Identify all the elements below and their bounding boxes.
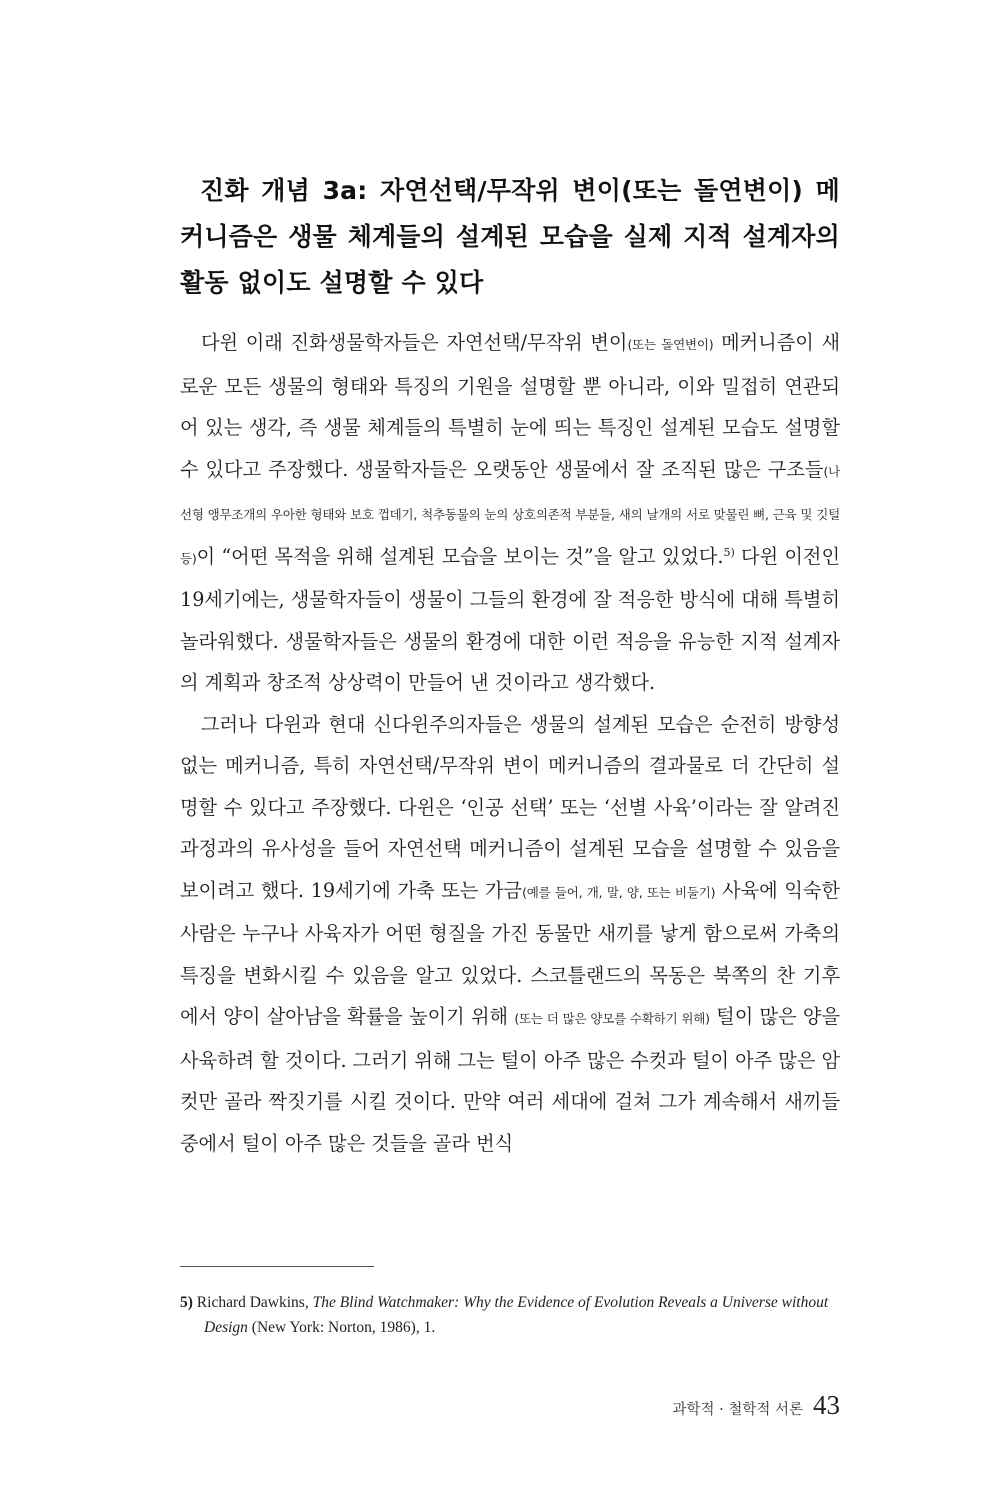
paragraph-1-aside-2: (나선형 앵무조개의 우아한 형태와 보호 껍데기, 척추동물의 눈의 상호의존적 부분들, 새의 날개의 서로 맞물린 뼈, 근육 및 깃털 등)	[180, 463, 840, 566]
body-text	[180, 322, 840, 1164]
footnote-divider	[180, 1266, 374, 1267]
running-title: 과학적 · 철학적 서론	[672, 1402, 803, 1418]
paragraph-2-text-3: 털이 많은 양을 사육하려 할 것이다. 그러기 위해 그는 털이 아주 많은 수컷과 털이 아주 많은 암컷만 골라 짝짓기를 시킬 것이다. 만약 여러 세대에 걸쳐 그가 계속해서 새끼들 중에서 털이 아주 많은 것들을 골라 번식	[180, 1005, 840, 1155]
page-number: 43	[813, 1390, 840, 1420]
footnote-author: Richard Dawkins,	[196, 1294, 313, 1311]
paragraph-2-text-2: 사육에 익숙한 사람은 누구나 사육자가 어떤 형질을 가진 동물만 새끼를 낳게 함으로써 가축의 특징을 변화시킬 수 있음을 알고 있었다. 스코틀랜드의 목동은 북쪽의 찬 기후에서 양이 살아남을 확률을 높이기 위해	[180, 878, 840, 1028]
paragraph-2-aside-2: (또는 더 많은 양모를 수확하기 위해)	[514, 1011, 710, 1026]
paragraph-2-aside-1: (예를 들어, 개, 말, 양, 또는 비둘기)	[522, 884, 716, 900]
paragraph-1-text-1: 다윈 이래 진화생물학자들은 자연선택/무작위 변이	[201, 331, 628, 354]
paragraph-1-text-4: 다윈 이전인 19세기에는, 생물학자들이 생물이 그들의 환경에 잘 적응한 방식에 대해 특별히 놀라워했다. 생물학자들은 생물의 환경에 대한 이런 적응을 유능한 지적 설계자의 계획과 창조적 상상력이 만들어 낸 것이라고 생각했다.	[180, 544, 841, 694]
footnote	[180, 1290, 840, 1340]
footnote-reference[interactable]: 5)	[723, 545, 735, 559]
paragraph-1-aside-1: (또는 돌연변이)	[627, 337, 714, 352]
footnote-number: 5)	[180, 1294, 193, 1311]
running-footer	[673, 1390, 841, 1421]
footnote-book-title: The Blind Watchmaker: Why the Evidence of Evolution Reveals a Universe without Design	[204, 1294, 829, 1336]
section-heading: 진화 개념 3a: 자연선택/무작위 변이(또는 돌연변이) 메커니즘은 생물 체계들의 설계된 모습을 실제 지적 설계자의 활동 없이도 설명할 수 있다	[180, 176, 840, 297]
footnote-publication: (New York: Norton, 1986), 1.	[247, 1319, 436, 1336]
paragraph-2-text-1: 그러나 다윈과 현대 신다윈주의자들은 생물의 설계된 모습은 순전히 방향성 없는 메커니즘, 특히 자연선택/무작위 변이 메커니즘의 결과물로 더 간단히 설명할 수 있다고 주장했다. 다윈은 ‘인공 선택’ 또는 ‘선별 사육’이라는 잘 알려진 과정과의 유사성을 들어 자연선택 메커니즘이 설계된 모습을 설명할 수 있음을 보이려고 했다. 19세기에 가축 또는 가금	[180, 712, 840, 902]
paragraph-1-text-3: 이 “어떤 목적을 위해 설계된 모습을 보이는 것”을 알고 있었다.	[196, 544, 724, 568]
book-page	[180, 0, 840, 1510]
paragraph-1-text-2: 메커니즘이 새로운 모든 생물의 형태와 특징의 기원을 설명할 뿐 아니라, 이와 밀접히 연관되어 있는 생각, 즉 생물 체계들의 특별히 눈에 띄는 특징인 설계된 모습도 설명할 수 있다고 주장했다. 생물학자들은 오랫동안 생물에서 잘 조직된 많은 구조들	[180, 331, 840, 481]
paragraph-1	[180, 322, 840, 704]
paragraph-2	[180, 704, 840, 1165]
